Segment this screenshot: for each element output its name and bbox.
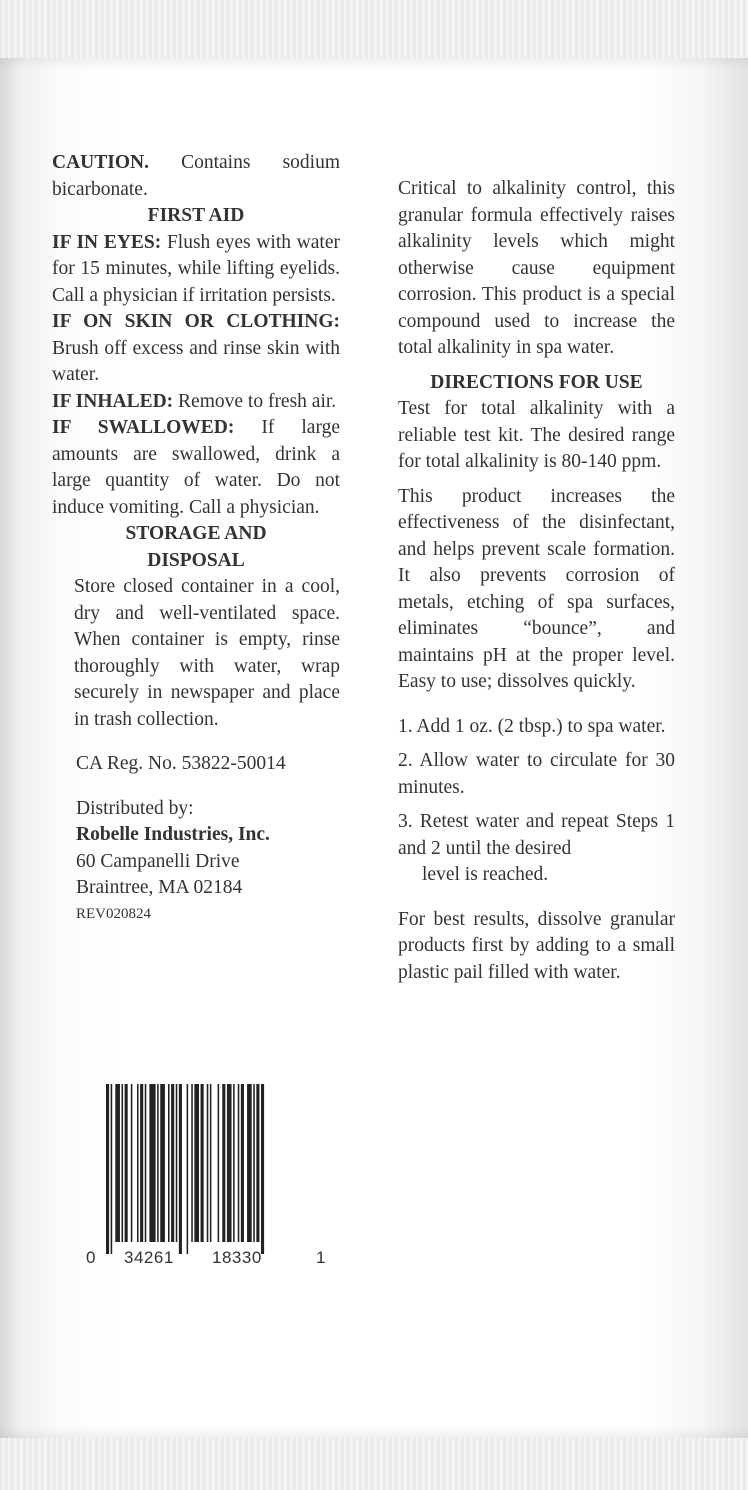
barcode-bar [125, 1084, 128, 1242]
barcode-bar [168, 1084, 170, 1242]
barcode-bar [218, 1084, 220, 1242]
barcode-digits-group-1: 34261 [124, 1248, 174, 1267]
barcode-bar [171, 1084, 174, 1242]
storage-heading-line-2: DISPOSAL [147, 549, 245, 571]
benefits-text: This product increases the effectiveness of the disinfectant, and helps prevent scale formation. It also prevents corrosion of metals, etching of spa surfaces, eliminates “bounce”, and maintains pH at the proper level. Easy to use; dissolves quickly. [398, 485, 675, 692]
barcode-image [106, 1084, 312, 1254]
barcode-bar [137, 1084, 139, 1242]
step-3-line-1: 3. Retest water and repeat Steps 1 and 2 until the desired [398, 811, 675, 859]
barcode-bar [111, 1084, 113, 1254]
step-1: 1. Add 1 oz. (2 tbsp.) to spa water. [398, 715, 666, 737]
step-3-line-2: level is reached. [422, 864, 549, 885]
barcode-bar [238, 1084, 240, 1242]
barcode-bar [140, 1084, 143, 1242]
skin-label: IF ON SKIN OR CLOTHING: [52, 311, 340, 332]
inhaled-text: Remove to fresh air. [173, 390, 337, 412]
barcode-bar [131, 1084, 133, 1242]
ca-registration: CA Reg. No. 53822-50014 [76, 753, 286, 774]
step-2: 2. Allow water to circulate for 30 minutes. [398, 750, 675, 798]
barcode-bar [191, 1084, 193, 1242]
barcode-bar [115, 1084, 120, 1242]
swallowed-instruction [52, 415, 340, 521]
barcode-bar [207, 1084, 209, 1242]
barcode-bar [149, 1084, 155, 1242]
barcode-bar [247, 1084, 252, 1242]
barcode-bar [201, 1084, 204, 1242]
distributed-by-label: Distributed by: [76, 797, 194, 819]
barcode-bar [179, 1084, 182, 1254]
swallowed-text: If large amounts are swallowed, drink a large quantity of water. Do not induce vomiting. Call a physician. [52, 417, 341, 518]
address-line-1: 60 Campanelli Drive [76, 850, 240, 872]
barcode-bar [122, 1084, 124, 1242]
company-name: Robelle Industries, Inc. [76, 824, 270, 845]
barcode-digit-left: 0 [86, 1248, 96, 1267]
barcode-bar [194, 1084, 199, 1242]
storage-text: Store closed container in a cool, dry and well-ventilated space. When container is empty, rinse thoroughly with water, wrap securely in newspaper and place in trash collection. [74, 576, 340, 730]
top-crimp-seal [0, 0, 748, 58]
barcode-bar [106, 1084, 109, 1254]
barcode-bar [160, 1084, 165, 1242]
barcode-bar [227, 1084, 232, 1242]
barcode-bar [233, 1084, 235, 1242]
caution-statement [52, 150, 340, 203]
barcode-bar [241, 1084, 244, 1242]
revision-code: REV020824 [76, 905, 151, 922]
barcode-digit-right: 1 [316, 1248, 326, 1267]
barcode-bar [176, 1084, 178, 1242]
eyes-instruction [52, 230, 340, 310]
left-column [52, 150, 340, 926]
barcode-bar [261, 1084, 264, 1254]
test-instruction: Test for total alkalinity with a reliable test kit. The desired range for total alkalinity is 80-140 ppm. [398, 398, 675, 472]
barcode-bar [187, 1084, 189, 1254]
barcode-bar [222, 1084, 225, 1242]
eyes-label: IF IN EYES: [52, 231, 162, 253]
right-column [398, 176, 675, 986]
inhaled-instruction [52, 389, 340, 416]
first-aid-heading: FIRST AID [147, 205, 245, 226]
skin-text: Brush off excess and rinse skin with water. [52, 337, 340, 385]
best-results-text: For best results, dissolve granular products first by adding to a small plastic pail filled with water. [398, 908, 675, 983]
barcode-bar [210, 1084, 212, 1242]
intro-text: Critical to alkalinity control, this granular formula effectively raises alkalinity levels which might otherwise cause equipment corrosion. This product is a special compound used to increase the total alkalinity in spa water. [398, 178, 675, 358]
bottom-crimp-seal [0, 1438, 748, 1490]
caution-label: CAUTION. [52, 152, 149, 173]
storage-heading-line-1: STORAGE AND [125, 523, 267, 544]
barcode-bar [256, 1084, 259, 1242]
skin-instruction [52, 309, 340, 389]
eyes-text: Flush eyes with water for 15 minutes, while lifting eyelids. Call a physician if irritation persists. [52, 231, 340, 306]
barcode-digits-group-2: 18330 [212, 1248, 262, 1267]
swallowed-label: IF SWALLOWED: [52, 417, 235, 438]
directions-heading: DIRECTIONS FOR USE [430, 371, 643, 393]
barcode-bar [157, 1084, 159, 1242]
barcode-bar [145, 1084, 147, 1242]
barcode-bar [253, 1084, 255, 1242]
address-line-2: Braintree, MA 02184 [76, 877, 243, 898]
caution-text: Contains sodium bicarbonate. [52, 152, 340, 200]
inhaled-label: IF INHALED: [52, 390, 174, 412]
